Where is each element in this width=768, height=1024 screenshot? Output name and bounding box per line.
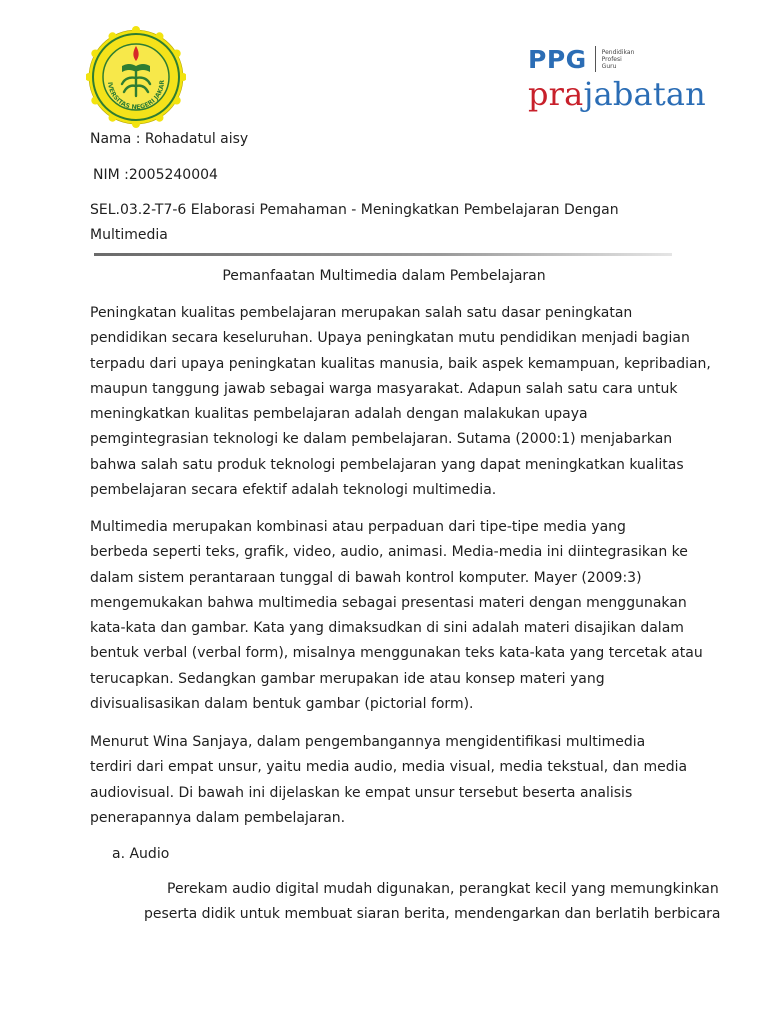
student-nim: NIM :2005240004 [93, 167, 218, 183]
ppg-logo-top [528, 42, 634, 76]
audio-paragraph: Perekam audio digital mudah digunakan, perangkat kecil yang memungkinkan peserta didik untuk membuat siaran berita, mendengarkan dan berlatih berbicara [144, 881, 721, 923]
document-title: Pemanfaatan Multimedia dalam Pembelajaran [222, 268, 546, 284]
header-divider [94, 253, 672, 256]
ppg-acronym: PPG [528, 44, 587, 74]
seal-text: IVERSITAS NEGERI JAKAR [106, 80, 167, 112]
list-item-audio: a. Audio [112, 846, 170, 862]
paragraph-3: Menurut Wina Sanjaya, dalam pengembangannya mengidentifikasi multimedia terdiri dari empat unsur, yaitu media audio, media visual, media tekstual, dan media audiovisual. Di bawah ini dijelaskan ke empat unsur tersebut beserta analisis penerapannya dalam pembelajaran. [90, 734, 688, 826]
paragraph-2: Multimedia merupakan kombinasi atau perpaduan dari tipe-tipe media yang berbeda seperti teks, grafik, video, audio, animasi. Media-media ini diintegrasikan ke dalam sistem perantaraan tunggal di bawah kontrol komputer. Mayer (2009:3) mengemukakan bahwa multimedia sebagai presentasi materi dengan menggunakan kata-kata dan gambar. Kata yang dimaksudkan di sini adalah materi disajikan dalam bentuk verbal (verbal form), misalnya menggunakan teks kata-kata yang tercetak atau terucapkan. Sedangkan gambar merupakan ide atau konsep materi yang divisualisasikan dalam bentuk gambar (pictorial form). [90, 519, 703, 713]
paragraph-1: Peningkatan kualitas pembelajaran merupakan salah satu dasar peningkatan pendidikan secara keseluruhan. Upaya peningkatan mutu pendidikan menjadi bagian terpadu dari upaya peningkatan kualitas manusia, baik aspek kemampuan, kepribadian, maupun tanggung jawab sebagai warga masyarakat. Adapun salah satu cara untuk meningkatkan kualitas pembelajaran adalah dengan malakukan upaya pemgintegrasian teknologi ke dalam pembelajaran. Sutama (2000:1) menjabarkan bahwa salah satu produk teknologi pembelajaran yang dapat meningkatkan kualitas pembelajaran secara efektif adalah teknologi multimedia. [90, 305, 711, 499]
assignment-title: SEL.03.2-T7-6 Elaborasi Pemahaman - Meningkatkan Pembelajaran Dengan Multimedia [90, 202, 619, 243]
ppg-divider [595, 46, 596, 72]
unj-seal-icon [86, 26, 186, 128]
ppg-wordmark-pra: pra [528, 75, 584, 113]
ppg-subtitle: Pendidikan Profesi Guru [601, 48, 635, 70]
student-name: Nama : Rohadatul aisy [90, 131, 249, 147]
ppg-prajabatan-logo [528, 42, 708, 120]
ppg-wordmark-jabatan: jabatan [583, 75, 706, 113]
university-logo [86, 26, 186, 128]
ppg-wordmark [528, 74, 706, 114]
